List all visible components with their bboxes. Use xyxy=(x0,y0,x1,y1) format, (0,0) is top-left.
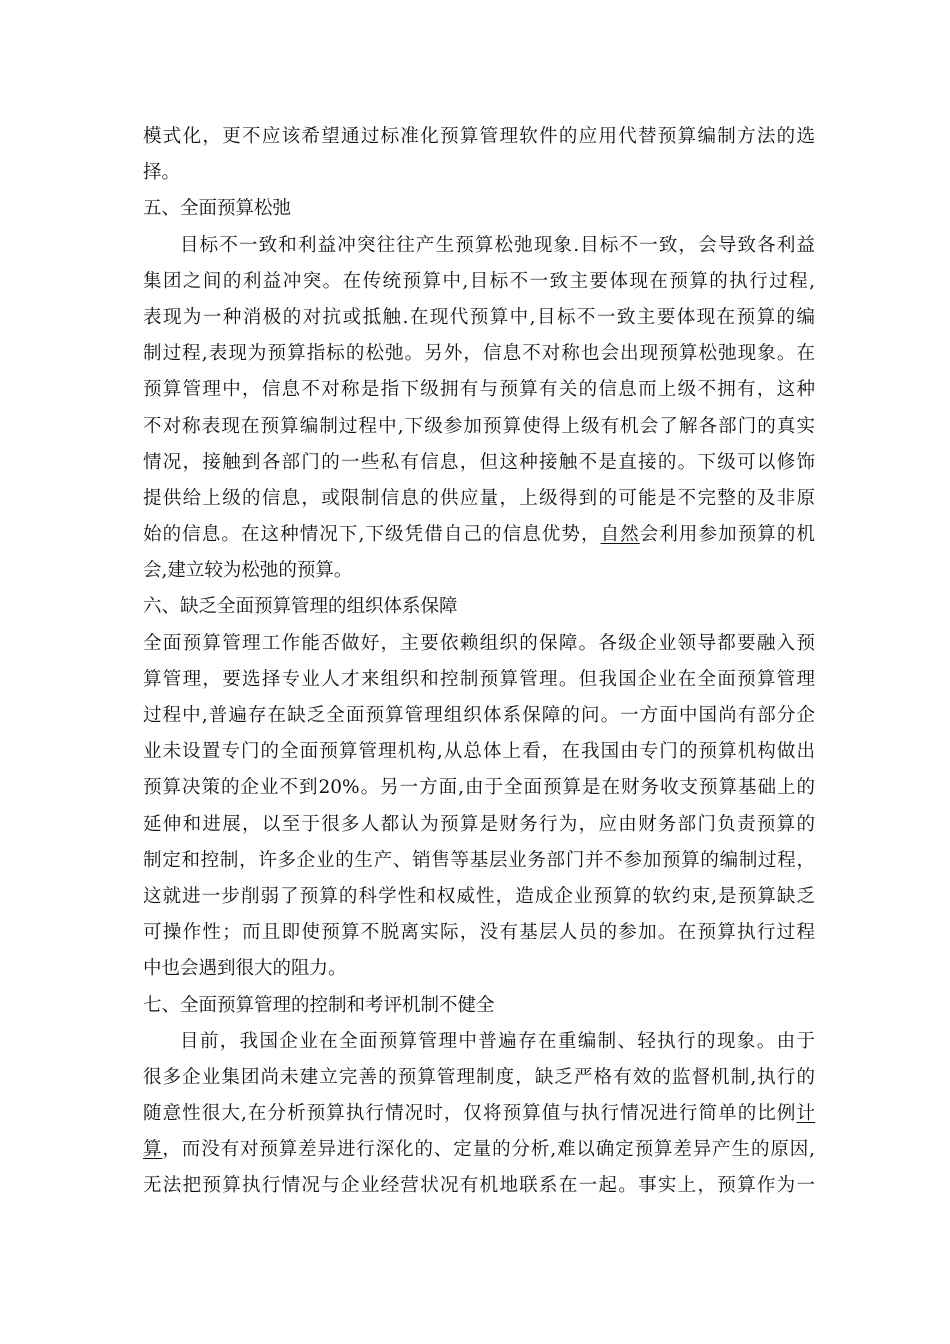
paragraph-line: 无法把预算执行情况与企业经营状况有机地联系在一起。事实上，预算作为一 xyxy=(143,1175,815,1197)
line-text: ，而没有对预算差异进行深化的、定量的分析,难以确定预算差异产生的原因, xyxy=(162,1139,815,1161)
line-text: 随意性很大,在分析预算执行情况时，仅将预算值与执行情况进行简单的比例 xyxy=(143,1103,797,1125)
paragraph-first-line: 目标不一致和利益冲突往往产生预算松弛现象.目标不一致，会导致各利益 xyxy=(180,234,815,256)
paragraph-first-line: 目前，我国企业在全面预算管理中普遍存在重编制、轻执行的现象。由于 xyxy=(180,1030,815,1052)
paragraph-line: 表现为一种消极的对抗或抵触.在现代预算中,目标不一致主要体现在预算的编 xyxy=(143,306,815,328)
paragraph-line: 很多企业集团尚未建立完善的预算管理制度，缺乏严格有效的监督机制,执行的 xyxy=(143,1066,815,1088)
document-body xyxy=(143,119,815,1205)
paragraph-line: 业未设置专门的全面预算管理机构,从总体上看，在我国由专门的预算机构做出 xyxy=(143,741,815,763)
paragraph-line: 集团之间的利益冲突。在传统预算中,目标不一致主要体现在预算的执行过程, xyxy=(143,270,815,292)
paragraph-line: 延伸和进展，以至于很多人都认为预算是财务行为，应由财务部门负责预算的 xyxy=(143,813,815,835)
paragraph-line: 中也会遇到很大的阻力。 xyxy=(143,958,347,980)
paragraph-line: 预算管理中，信息不对称是指下级拥有与预算有关的信息而上级不拥有，这种 xyxy=(143,379,815,401)
section-heading: 七、全面预算管理的控制和考评机制不健全 xyxy=(143,994,495,1016)
paragraph-line: 全面预算管理工作能否做好，主要依赖组织的保障。各级企业领导都要融入预 xyxy=(143,632,815,654)
paragraph-line: 情况，接触到各部门的一些私有信息，但这种接触不是直接的。下级可以修饰 xyxy=(143,451,815,473)
paragraph-line: 制定和控制，许多企业的生产、销售等基层业务部门并不参加预算的编制过程， xyxy=(143,849,815,871)
paragraph-line: 预算决策的企业不到20%。另一方面,由于全面预算是在财务收支预算基础上的 xyxy=(143,777,815,799)
line-text: 始的信息。在这种情况下,下级凭借自己的信息优势， xyxy=(143,524,601,546)
paragraph-line: 不对称表现在预算编制过程中,下级参加预算使得上级有机会了解各部门的真实 xyxy=(143,415,815,437)
section-heading: 六、缺乏全面预算管理的组织体系保障 xyxy=(143,596,458,618)
line-text: 会利用参加预算的机 xyxy=(639,524,815,546)
underlined-word: 自然 xyxy=(600,524,640,546)
paragraph-line: 会,建立较为松弛的预算。 xyxy=(143,560,353,582)
paragraph-line: 可操作性；而且即使预算不脱离实际，没有基层人员的参加。在预算执行过程 xyxy=(143,922,815,944)
paragraph-line: 算管理，要选择专业人才来组织和控制预算管理。但我国企业在全面预算管理 xyxy=(143,668,815,690)
paragraph-line: 过程中,普遍存在缺乏全面预算管理组织体系保障的问。一方面中国尚有部分企 xyxy=(143,705,815,726)
underlined-word: 算 xyxy=(143,1139,163,1161)
paragraph-line: 这就进一步削弱了预算的科学性和权威性，造成企业预算的软约束,是预算缺乏 xyxy=(143,885,815,907)
paragraph-line: 择。 xyxy=(143,162,181,184)
paragraph-line: 制过程,表现为预算指标的松弛。另外，信息不对称也会出现预算松弛现象。在 xyxy=(143,343,815,365)
paragraph-line xyxy=(143,1132,815,1168)
paragraph-line: 模式化，更不应该希望通过标准化预算管理软件的应用代替预算编制方法的选 xyxy=(143,126,815,147)
paragraph-line: 提供给上级的信息，或限制信息的供应量，上级得到的可能是不完整的及非原 xyxy=(143,487,815,509)
underlined-word: 计 xyxy=(796,1103,815,1125)
paragraph-line xyxy=(143,1096,815,1132)
section-heading: 五、全面预算松弛 xyxy=(143,198,292,220)
paragraph-line xyxy=(143,517,815,553)
